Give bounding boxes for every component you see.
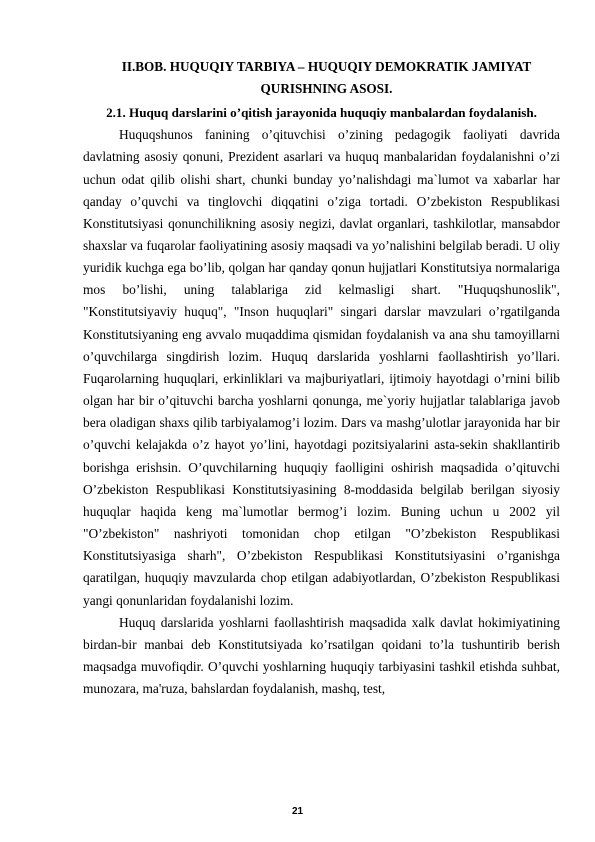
chapter-title: II.BOB. HUQUQIY TARBIYA – HUQUQIY DEMOKRATIK JAMIYAT QURISHNING ASOSI. [121, 59, 532, 97]
body-paragraph-1: Huquqshunos fanining o’qituvchisi o’zining pedagogik faoliyati davrida davlatning asosiy qonuni, Prezident asarlari va huquq manbalaridan foydalanishni o’zi uchun odat qilib olishi shart, chunki bunday yo’nalishdagi ma`lumot va xabarlar har qanday o’quvchi va tinglovchi diqqatini o’ziga tortadi. O’zbekiston Respublikasi Konstitutsiyasi qonunchilikning asosiy negizi, davlat organlari, tashkilotlar, mansabdor shaxslar va fuqarolar faoliyatining asosiy maqsadi va yo’nalishini belgilab beradi. U oliy yuridik kuchga ega bo’lib, qolgan har qanday qonun hujjatlari Konstitutsiya normalariga mos bo’lishi, uning talablariga zid kelmasligi shart. "Huquqshunoslik", "Konstitutsiyaviy huquq", "Inson huquqlari" singari darslar mavzulari o’rgatilganda Konstitutsiyaning eng avvalo muqaddima qismidan foydalanish va ana shu tamoyillarni o’quvchilarga singdirish lozim. Huquq darslarida yoshlarni faollashtirish yo’llari. Fuqarolarning huquqlari, erkinliklari va majburiyatlari, ijtimoiy hayotdagi o’rnini bilib olgan har bir o’qituvchi barcha yoshlarni qonunga, me`yoriy hujjatlar talablariga javob bera oladigan shaxs qilib tarbiyalamog’i lozim. Dars va mashg’ulotlar jarayonida har bir o’quvchi kelajakda o’z hayot yo’lini, hayotdagi pozitsiyalarini asta-sekin shakllantirib borishga erishsin. O’quvchilarning huquqiy faolligini oshirish maqsadida o’qituvchi O’zbekiston Respublikasi Konstitutsiyasining 8-moddasida belgilab berilgan siyosiy huquqlar haqida keng ma`lumotlar bermog’i lozim. Buning uchun u 2002 yil "O’zbekiston" nashriyoti tomonidan chop etilgan "O’zbekiston Respublikasi Konstitutsiyasiga sharh", O’zbekiston Respublikasi Konstitutsiyasini o’rganishga qaratilgan, huquqiy mavzularda chop etilgan adabiyotlardan, O’zbekiston Respublikasi yangi qonunlaridan foydalanishi lozim. [83, 127, 560, 608]
body-paragraph-2: Huquq darslarida yoshlarni faollashtirish maqsadida xalk davlat hokimiyatining birdan-bir manbai deb Konstitutsiyada ko’rsatilgan qoidani to’la tushuntirib berish maqsadga muvofiqdir. O’quvchi yoshlarning huquqiy tarbiyasini tashkil etishda suhbat, munozara, ma'ruza, bahslardan foydalanish, mashq, test, [83, 614, 560, 697]
page-number: 21 [291, 806, 304, 817]
section-title: 2.1. Huquq darslarini o’qitish jarayonida huquqiy manbalardan foydalanish. [106, 104, 537, 120]
page-content [83, 56, 560, 700]
